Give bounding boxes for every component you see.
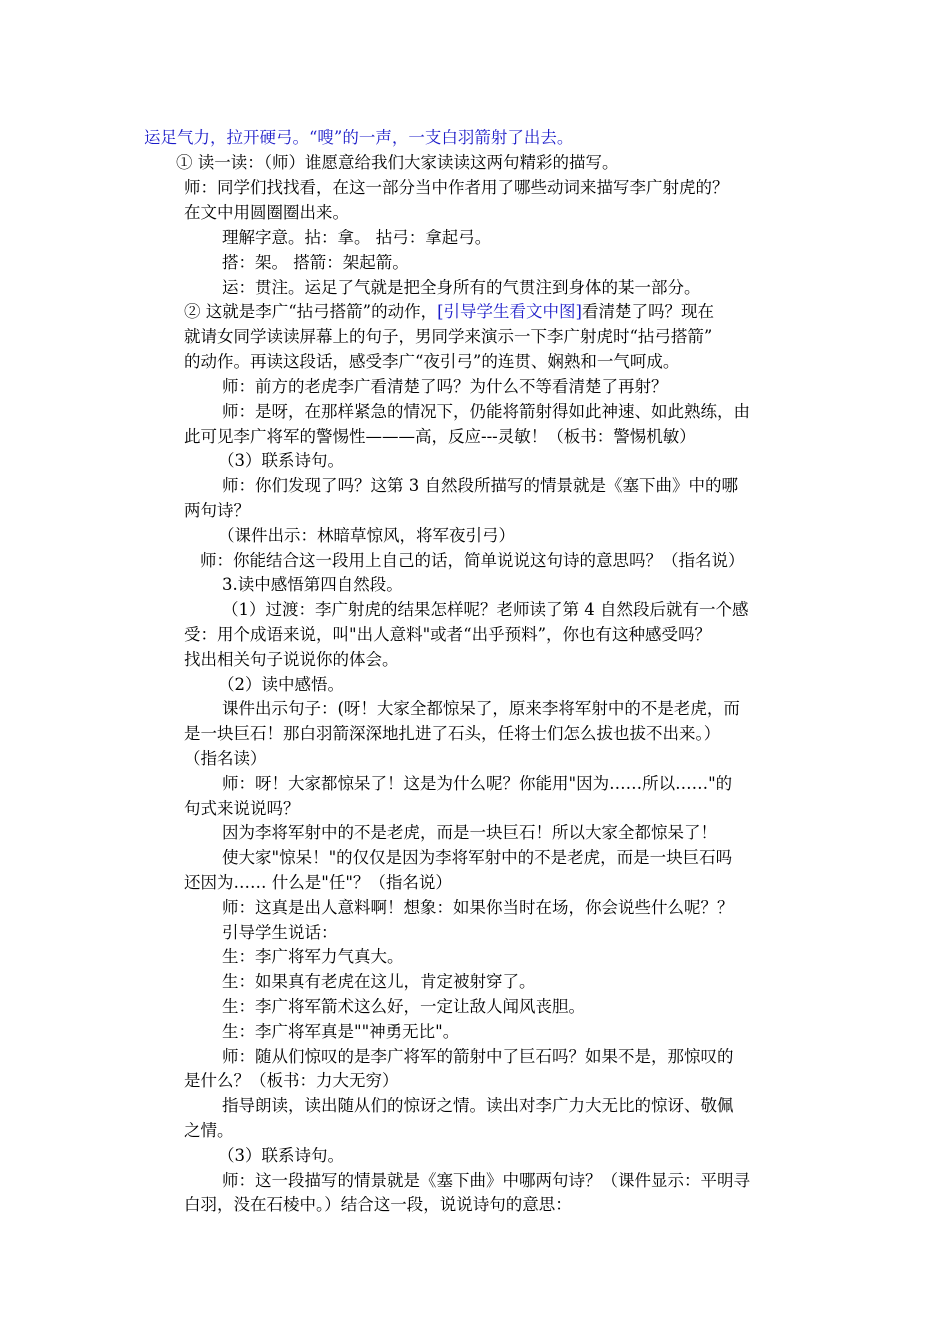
text-line: （3）联系诗句。 [218, 1146, 344, 1165]
text-line: 师：是呀，在那样紧急的情况下，仍能将箭射得如此神速、如此熟练，由 [222, 402, 750, 421]
text-line: 师：呀！大家都惊呆了！这是为什么呢？你能用"因为……所以……"的 [222, 774, 733, 793]
text-line: 受：用个成语来说，叫"出人意料"或者“出乎预料”，你也有这种感受吗？ [184, 625, 712, 644]
text-line: 此可见李广将军的警惕性———高，反应---灵敏！（板书：警惕机敏） [184, 427, 696, 446]
text-line: ① 读一读：（师）谁愿意给我们大家读读这两句精彩的描写。 [176, 153, 619, 172]
text-line: 师：你能结合这一段用上自己的话，简单说说这句诗的意思吗？（指名说） [200, 551, 745, 570]
text-line: 师：同学们找找看，在这一部分当中作者用了哪些动词来描写李广射虎的？ [184, 178, 729, 197]
text-line: 运足气力，拉开硬弓。“嗖”的一声，一支白羽箭射了出去。 [144, 128, 574, 147]
text-segment: ② 这就是李广“拈弓搭箭”的动作， [184, 302, 438, 321]
text-line: 3.读中感悟第四自然段。 [222, 575, 403, 594]
text-line: （2）读中感悟。 [218, 675, 344, 694]
text-line: 师：这真是出人意料啊！想象：如果你当时在场，你会说些什么呢？？ [222, 898, 734, 917]
text-line: （指名读） [184, 749, 267, 768]
text-line [184, 301, 714, 323]
text-line: 是什么？（板书：力大无穷） [184, 1071, 399, 1090]
text-line: 还因为…… 什么是"任"？（指名说） [184, 873, 452, 892]
text-line: （1）过渡：李广射虎的结果怎样呢？老师读了第 4 自然段后就有一个感 [222, 600, 749, 619]
text-line: 师：这一段描写的情景就是《塞下曲》中哪两句诗？（课件显示：平明寻 [222, 1171, 750, 1190]
text-line: 师：随从们惊叹的是李广将军的箭射中了巨石吗？如果不是，那惊叹的 [222, 1047, 734, 1066]
text-line: 生：李广将军箭术这么好，一定让敌人闻风丧胆。 [222, 997, 585, 1016]
text-line: 就请女同学读读屏幕上的句子，男同学来演示一下李广射虎时“拈弓搭箭” [184, 327, 713, 346]
text-line: 使大家"惊呆！"的仅仅是因为李将军射中的不是老虎，而是一块巨石吗 [222, 848, 733, 867]
text-line: 引导学生说话： [222, 923, 338, 942]
text-line: 指导朗读，读出随从们的惊讶之情。读出对李广力大无比的惊讶、敬佩 [222, 1096, 734, 1115]
text-line: 搭：架。 搭箭：架起箭。 [222, 253, 409, 272]
text-line: 师：你们发现了吗？这第 3 自然段所描写的情景就是《塞下曲》中的哪 [222, 476, 738, 495]
text-segment: 看清楚了吗？现在 [582, 302, 714, 321]
text-line: 白羽，没在石棱中。）结合这一段，说说诗句的意思： [184, 1195, 572, 1214]
text-line: 运：贯注。运足了气就是把全身所有的气贯注到身体的某一部分。 [222, 278, 701, 297]
text-line: 找出相关句子说说你的体会。 [184, 650, 399, 669]
text-line: 是一块巨石！那白羽箭深深地扎进了石头，任将士们怎么拔也拔不出来。） [184, 724, 721, 743]
text-line: 因为李将军射中的不是老虎，而是一块巨石！所以大家全都惊呆了！ [222, 823, 717, 842]
text-line: 课件出示句子：(呀！大家全都惊呆了，原来李将军射中的不是老虎，而 [222, 699, 740, 718]
text-line: 在文中用圆圈圈出来。 [184, 203, 349, 222]
text-line: 生：如果真有老虎在这儿，肯定被射穿了。 [222, 972, 536, 991]
text-line: 生：李广将军力气真大。 [222, 947, 404, 966]
text-line: 生：李广将军真是""神勇无比"。 [222, 1022, 460, 1041]
text-line: 师：前方的老虎李广看清楚了吗？为什么不等看清楚了再射？ [222, 377, 668, 396]
text-line: （3）联系诗句。 [218, 451, 344, 470]
text-line: 理解字意。拈：拿。 拈弓：拿起弓。 [222, 228, 492, 247]
highlighted-note: [引导学生看文中图] [437, 302, 582, 321]
text-line: 句式来说说吗？ [184, 799, 300, 818]
text-line: 两句诗？ [184, 501, 250, 520]
text-line: 的动作。再读这段话，感受李广“夜引弓”的连贯、娴熟和一气呵成。 [184, 352, 680, 371]
text-line: 之情。 [184, 1121, 234, 1140]
text-line: （课件出示：林暗草惊风，将军夜引弓） [218, 526, 515, 545]
